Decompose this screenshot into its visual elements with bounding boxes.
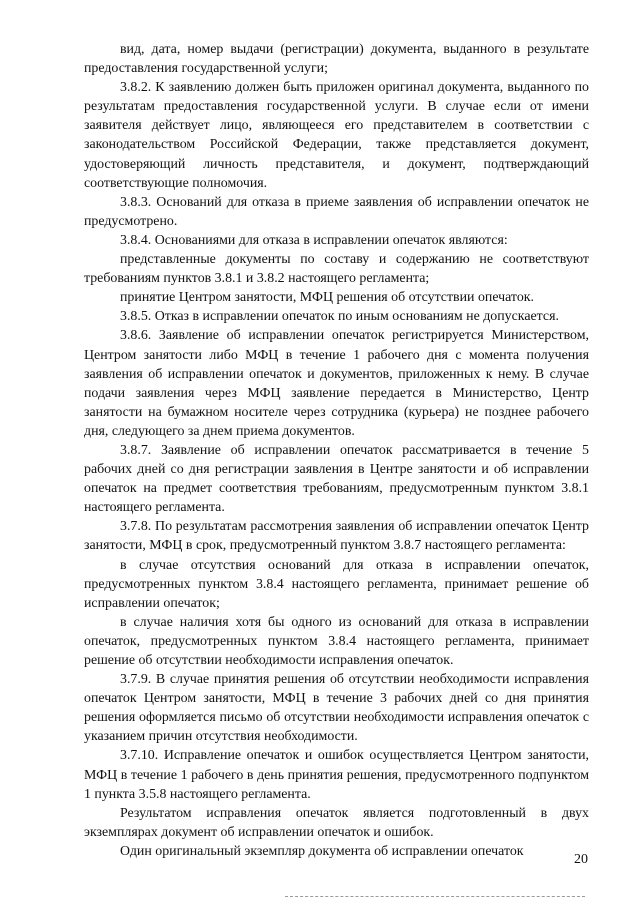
paragraph: 3.8.6. Заявление об исправлении опечаток регистрируется Министерством, Центром занятости либо МФЦ в течение 1 рабочего дня с момента получения заявления об исправлении опечаток и документов, приложенных к нему. В случае подачи заявления через МФЦ заявление передается в Министерство, Центр занятости на бумажном носителе через сотрудника (курьера) не позднее рабочего дня, следующего за днем приема документов. — [84, 328, 589, 439]
paragraph: 3.7.9. В случае принятия решения об отсутствии необходимости исправления опечаток Центром занятости, МФЦ в течение 3 рабочих дней со дня принятия решения оформляется письмо об отсутствии необходимости исправления опечаток с указанием причин отсутствия необходимости. — [84, 672, 589, 745]
paragraph: представленные документы по составу и содержанию не соответствуют требованиям пунктов 3.8.1 и 3.8.2 настоящего регламента; — [84, 252, 589, 287]
paragraph: 3.8.5. Отказ в исправлении опечаток по иным основаниям не допускается. — [120, 309, 559, 325]
paragraph: Один оригинальный экземпляр документа об исправлении опечаток — [120, 843, 524, 859]
paragraph: 3.8.4. Основаниями для отказа в исправлении опечаток являются: — [120, 232, 508, 248]
paragraph: в случае отсутствия оснований для отказа в исправлении опечаток, предусмотренных пунктом 3.8.4 настоящего регламента, принимает решение об исправлении опечаток; — [84, 557, 589, 611]
paragraph: 3.8.2. К заявлению должен быть приложен оригинал документа, выданного по результатам предоставления государственной услуги. В случае если от имени заявителя действует лицо, являющееся его представителем в соответствии с законодательством Российской Федерации, также представляется документ, удостоверяющий личность представителя, и документ, подтверждающий соответствующие полномочия. — [84, 80, 589, 191]
page-number: 20 — [574, 852, 588, 867]
paragraph: вид, дата, номер выдачи (регистрации) документа, выданного в результате предоставления государственной услуги; — [84, 42, 589, 77]
scan-edge-divider — [285, 896, 585, 897]
paragraph: 3.8.7. Заявление об исправлении опечаток рассматривается в течение 5 рабочих дней со дня регистрации заявления в Центре занятости и об исправлении опечаток на предмет соответствия требованиям, предусмотренным пунктом 3.8.1 настоящего регламента. — [84, 442, 589, 516]
paragraph: 3.7.10. Исправление опечаток и ошибок осуществляется Центром занятости, МФЦ в течение 1 рабочего в день принятия решения, предусмотренного подпунктом 1 пункта 3.5.8 настоящего регламента. — [84, 748, 589, 802]
paragraph: принятие Центром занятости, МФЦ решения об отсутствии опечаток. — [120, 290, 534, 306]
body-text — [84, 40, 589, 861]
paragraph: 3.8.3. Оснований для отказа в приеме заявления об исправлении опечаток не предусмотрено. — [84, 194, 589, 229]
paragraph: Результатом исправления опечаток является подготовленный в двух экземплярах документ об исправлении опечаток и ошибок. — [84, 805, 589, 840]
paragraph: 3.7.8. По результатам рассмотрения заявления об исправлении опечаток Центр занятости, МФЦ в срок, предусмотренный пунктом 3.8.7 настоящего регламента: — [84, 519, 589, 554]
paragraph: в случае наличия хотя бы одного из оснований для отказа в исправлении опечаток, предусмотренных пунктом 3.8.4 настоящего регламента, принимает решение об отсутствии необходимости исправления опечаток. — [84, 614, 589, 668]
